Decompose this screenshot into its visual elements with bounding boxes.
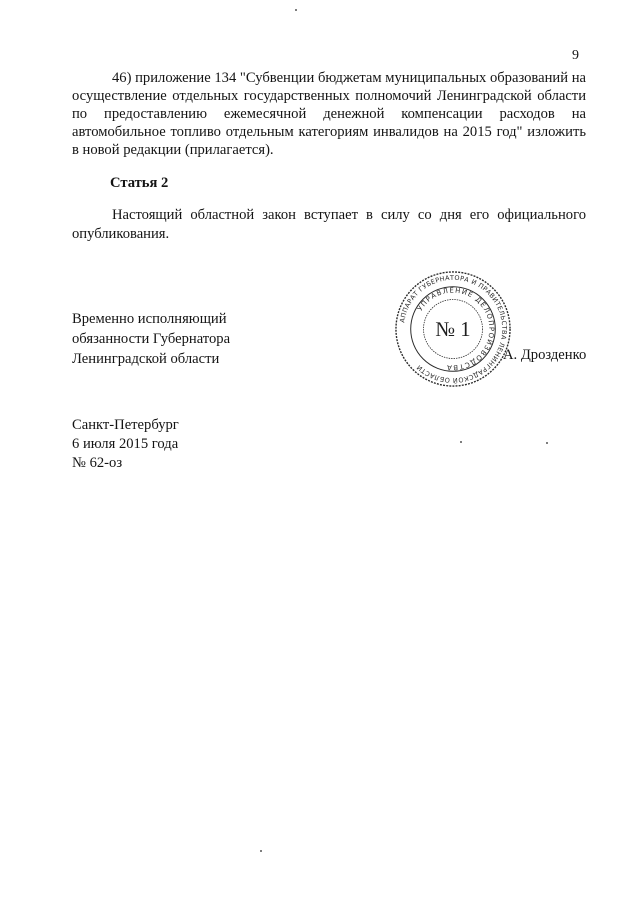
stamp-number: № 1: [435, 318, 471, 341]
law-number: № 62-оз: [72, 455, 123, 471]
signing-date: 6 июля 2015 года: [72, 436, 179, 452]
signatory-name: А. Дрозденко: [503, 347, 587, 363]
stamp-ring-text: АППАРАТ ГУБЕРНАТОРА И ПРАВИТЕЛЬСТВА ЛЕНИНГРАДСКОЙ ОБЛАСТИ: [398, 273, 509, 385]
signatory-title-line: Ленинградской области: [72, 351, 220, 367]
scan-speck: [295, 9, 297, 11]
page-number: 9: [572, 48, 579, 63]
official-stamp: [394, 270, 512, 388]
article-heading: Статья 2: [110, 175, 169, 191]
signatory-title-line: Временно исполняющий: [72, 311, 227, 327]
city: Санкт-Петербург: [72, 417, 179, 433]
stamp-inner-text: УПРАВЛЕНИЕ ДЕЛОПРОИЗВОДСТВА: [416, 286, 496, 372]
signatory-title: [72, 309, 292, 369]
scan-speck: [260, 850, 262, 852]
scan-speck: [460, 441, 462, 443]
scan-speck: [546, 442, 548, 444]
place-and-date: [72, 416, 179, 473]
signatory-title-line: обязанности Губернатора: [72, 331, 231, 347]
article-text: Настоящий областной закон вступает в силу со дня его официального опубликования.: [72, 207, 586, 242]
amendment-paragraph: 46) приложение 134 "Субвенции бюджетам муниципальных образований на осуществление отдельных государственных полномочий Ленинградской области по предоставлению ежемесячной денежной компенсации расходов на автомобильное топливо отдельным категориям инвалидов на 2015 год" изложить в новой редакции (прилагается).: [72, 70, 586, 158]
